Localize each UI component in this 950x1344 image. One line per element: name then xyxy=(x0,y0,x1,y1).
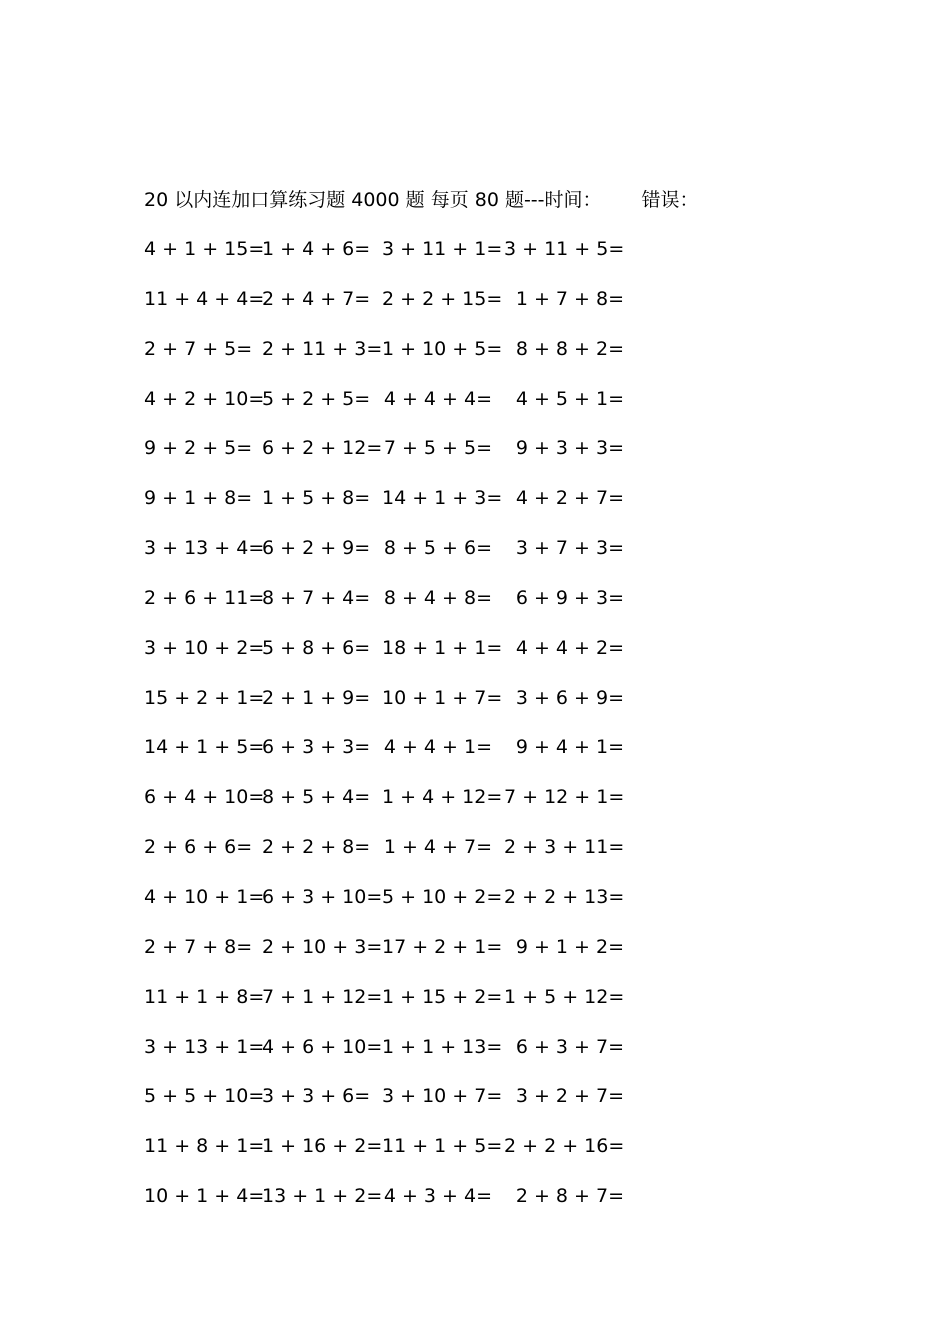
math-problem: 7 + 5 + 5= xyxy=(383,437,492,460)
math-problem: 9 + 4 + 1= xyxy=(515,736,624,759)
math-problem: 4 + 4 + 2= xyxy=(515,636,624,659)
math-problem: 15 + 2 + 1= xyxy=(144,686,265,709)
problem-row xyxy=(144,635,664,685)
math-problem: 3 + 3 + 6= xyxy=(262,1085,371,1108)
math-problem: 9 + 1 + 2= xyxy=(515,935,624,958)
problem-row xyxy=(144,585,664,635)
math-problem: 2 + 2 + 13= xyxy=(504,885,625,908)
math-problem: 11 + 4 + 4= xyxy=(144,287,265,310)
math-problem: 2 + 2 + 15= xyxy=(382,287,503,310)
math-problem: 4 + 10 + 1= xyxy=(144,885,265,908)
worksheet-title: 20 以内连加口算练习题 4000 题 每页 80 题---时间： xyxy=(144,189,602,211)
math-problem: 3 + 11 + 1= xyxy=(382,238,503,260)
math-problem: 17 + 2 + 1= xyxy=(382,935,503,958)
math-problem: 2 + 10 + 3= xyxy=(262,935,383,958)
math-problem: 3 + 13 + 4= xyxy=(144,537,265,560)
math-problem: 6 + 3 + 3= xyxy=(262,736,371,759)
math-problem: 14 + 1 + 5= xyxy=(144,736,265,759)
math-problem: 4 + 6 + 10= xyxy=(262,1035,383,1058)
math-problem: 3 + 6 + 9= xyxy=(515,686,624,709)
problem-row xyxy=(144,734,664,784)
worksheet-header xyxy=(144,187,699,213)
math-problem: 2 + 2 + 16= xyxy=(504,1135,625,1158)
math-problem: 10 + 1 + 4= xyxy=(144,1185,265,1208)
math-problem: 11 + 1 + 8= xyxy=(144,985,265,1008)
math-problem: 7 + 12 + 1= xyxy=(504,786,625,809)
problem-row xyxy=(144,535,664,585)
math-problem: 1 + 4 + 7= xyxy=(383,836,492,859)
problem-row xyxy=(144,784,664,834)
problem-row xyxy=(144,685,664,735)
problem-row xyxy=(144,884,664,934)
math-problem: 3 + 11 + 5= xyxy=(504,238,625,260)
math-problem: 4 + 5 + 1= xyxy=(515,387,624,410)
math-problem: 1 + 7 + 8= xyxy=(515,287,624,310)
math-problem: 5 + 10 + 2= xyxy=(382,885,503,908)
math-problem: 8 + 4 + 8= xyxy=(383,586,492,609)
problem-row xyxy=(144,1083,664,1133)
math-problem: 5 + 2 + 5= xyxy=(262,387,371,410)
math-problem: 2 + 2 + 8= xyxy=(262,836,371,859)
math-problem: 2 + 7 + 5= xyxy=(144,337,253,360)
math-problem: 10 + 1 + 7= xyxy=(382,686,503,709)
math-problem: 7 + 1 + 12= xyxy=(262,985,383,1008)
math-problem: 1 + 15 + 2= xyxy=(382,985,503,1008)
math-problem: 6 + 4 + 10= xyxy=(144,786,265,809)
math-problem: 3 + 7 + 3= xyxy=(515,537,624,560)
math-problem: 2 + 11 + 3= xyxy=(262,337,383,360)
math-problem: 1 + 4 + 12= xyxy=(382,786,503,809)
math-problem: 3 + 2 + 7= xyxy=(515,1085,624,1108)
math-problem: 18 + 1 + 1= xyxy=(382,636,503,659)
math-problem: 11 + 1 + 5= xyxy=(382,1135,503,1158)
math-problem: 2 + 8 + 7= xyxy=(515,1185,624,1208)
problem-row xyxy=(144,435,664,485)
problem-row xyxy=(144,286,664,336)
math-problem: 2 + 6 + 6= xyxy=(144,836,253,859)
math-problem: 2 + 7 + 8= xyxy=(144,935,253,958)
errors-label: 错误： xyxy=(641,189,699,211)
math-problem: 9 + 3 + 3= xyxy=(515,437,624,460)
math-problem: 3 + 10 + 2= xyxy=(144,636,265,659)
math-problem: 2 + 1 + 9= xyxy=(262,686,371,709)
math-problem: 6 + 3 + 10= xyxy=(262,885,383,908)
math-problem: 13 + 1 + 2= xyxy=(262,1185,383,1208)
problem-row xyxy=(144,336,664,386)
math-problem: 4 + 2 + 7= xyxy=(515,487,624,510)
math-problem: 5 + 8 + 6= xyxy=(262,636,371,659)
math-problem: 1 + 16 + 2= xyxy=(262,1135,383,1158)
math-problem: 3 + 13 + 1= xyxy=(144,1035,265,1058)
problem-row xyxy=(144,984,664,1034)
math-problem: 2 + 4 + 7= xyxy=(262,287,371,310)
problem-row xyxy=(144,1183,664,1233)
math-problem: 1 + 4 + 6= xyxy=(262,238,371,260)
math-problem: 4 + 4 + 4= xyxy=(383,387,492,410)
math-problem: 6 + 9 + 3= xyxy=(515,586,624,609)
math-problem: 2 + 3 + 11= xyxy=(504,836,625,859)
problem-row xyxy=(144,236,664,286)
math-problem: 9 + 1 + 8= xyxy=(144,487,253,510)
math-problem: 8 + 5 + 6= xyxy=(383,537,492,560)
math-problem: 1 + 10 + 5= xyxy=(382,337,503,360)
problem-row xyxy=(144,934,664,984)
problem-row xyxy=(144,485,664,535)
math-problem: 8 + 5 + 4= xyxy=(262,786,371,809)
math-problem: 11 + 8 + 1= xyxy=(144,1135,265,1158)
math-problem: 9 + 2 + 5= xyxy=(144,437,253,460)
math-problem: 6 + 2 + 12= xyxy=(262,437,383,460)
math-problem: 2 + 6 + 11= xyxy=(144,586,265,609)
math-problem: 6 + 3 + 7= xyxy=(515,1035,624,1058)
problem-row xyxy=(144,386,664,436)
math-problem: 14 + 1 + 3= xyxy=(382,487,503,510)
math-problem: 3 + 10 + 7= xyxy=(382,1085,503,1108)
math-problem: 4 + 3 + 4= xyxy=(383,1185,492,1208)
math-problem: 4 + 2 + 10= xyxy=(144,387,265,410)
math-problem: 4 + 1 + 15= xyxy=(144,238,265,260)
math-problem: 4 + 4 + 1= xyxy=(383,736,492,759)
math-problem: 1 + 5 + 8= xyxy=(262,487,371,510)
math-problem: 8 + 8 + 2= xyxy=(515,337,624,360)
math-problem: 8 + 7 + 4= xyxy=(262,586,371,609)
problem-row xyxy=(144,1034,664,1084)
math-problem: 1 + 5 + 12= xyxy=(504,985,625,1008)
problem-grid xyxy=(144,236,664,1233)
math-problem: 5 + 5 + 10= xyxy=(144,1085,265,1108)
math-problem: 1 + 1 + 13= xyxy=(382,1035,503,1058)
math-problem: 6 + 2 + 9= xyxy=(262,537,371,560)
problem-row xyxy=(144,834,664,884)
problem-row xyxy=(144,1133,664,1183)
